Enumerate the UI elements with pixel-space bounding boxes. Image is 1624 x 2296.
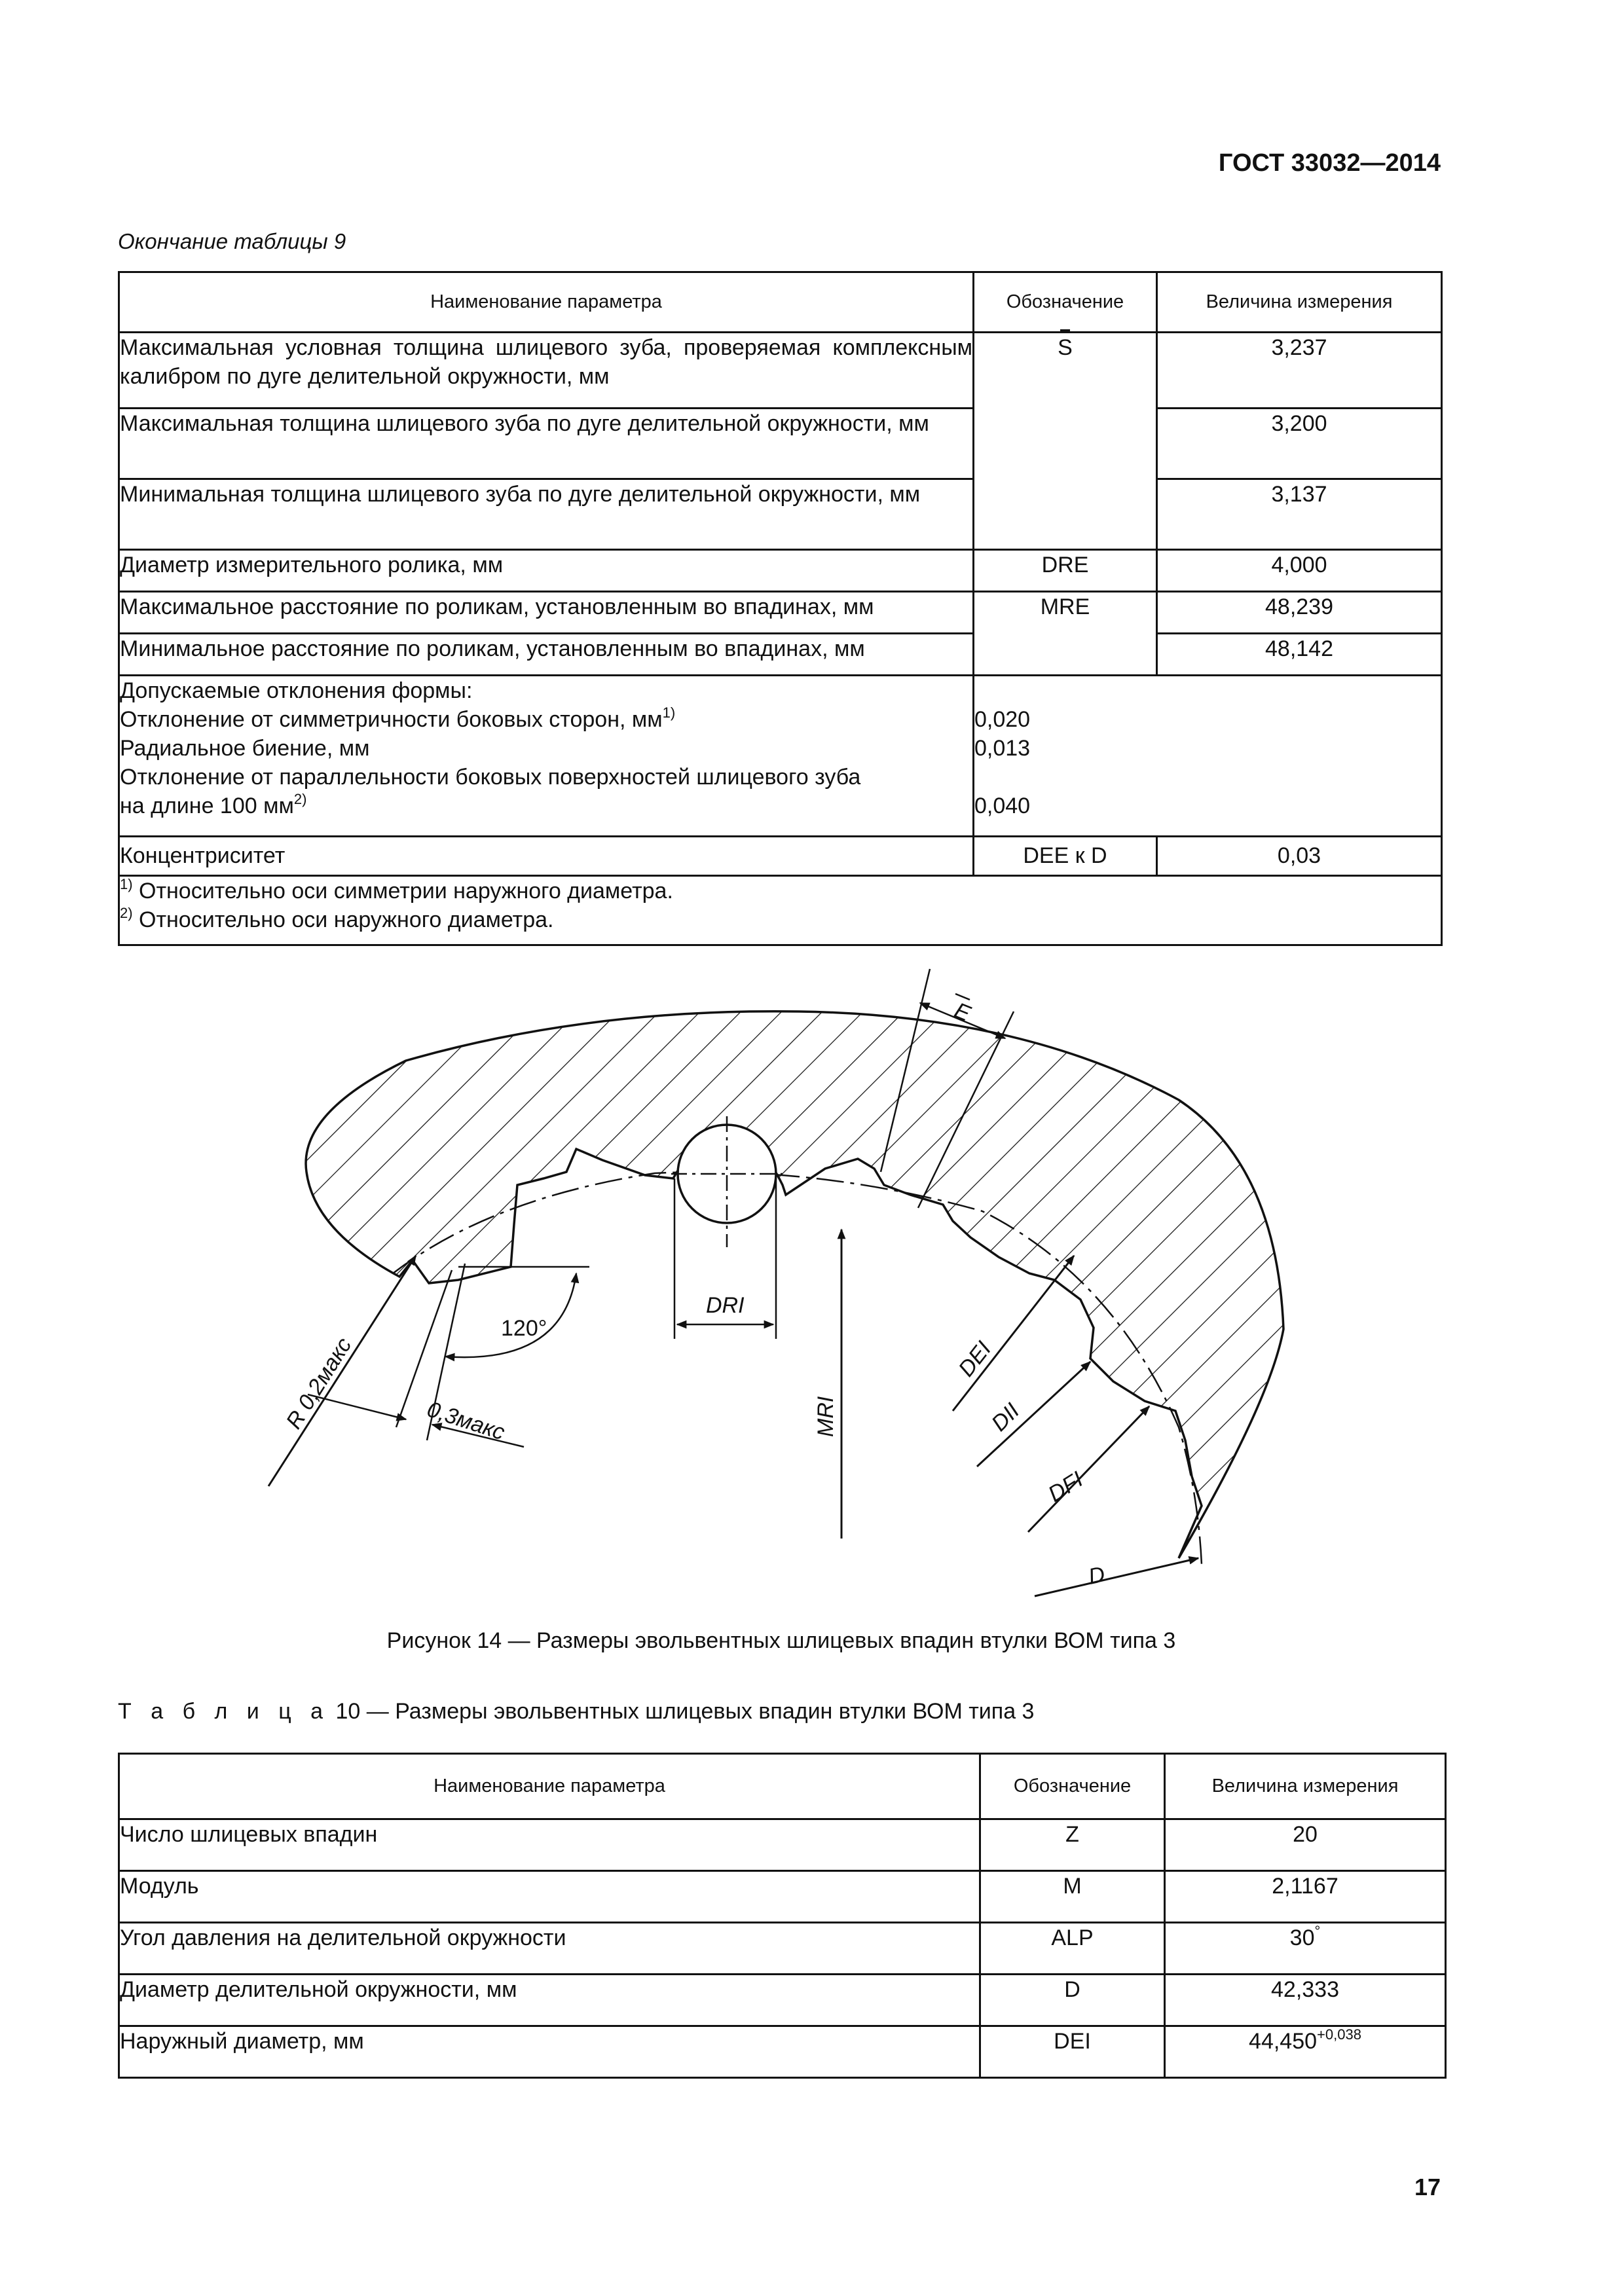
table-row <box>119 2026 1446 2078</box>
table-word-label: Т а б л и ц а <box>118 1699 330 1724</box>
table-header-row <box>119 1754 1446 1819</box>
e-label: E <box>951 998 974 1027</box>
designation-cell: ALP <box>980 1923 1165 1975</box>
table-row <box>119 837 1442 876</box>
parameter-cell: Наружный диаметр, мм <box>119 2026 980 2078</box>
table-row <box>119 479 1442 550</box>
parameter-cell: Минимальное расстояние по роликам, установленным во впадинах, мм <box>119 634 974 676</box>
designation-cell: MRE <box>974 592 1157 676</box>
table-row <box>119 676 1442 837</box>
value-cell: 3,137 <box>1157 479 1442 550</box>
table-row <box>119 592 1442 634</box>
radial-runout-label: Радиальное биение, мм <box>120 736 370 761</box>
value-cell: 0,03 <box>1157 837 1442 876</box>
column-header-designation: Обозначение <box>980 1754 1165 1819</box>
table-row <box>119 409 1442 479</box>
table-row <box>119 1923 1446 1975</box>
table-9 <box>118 271 1443 946</box>
parameter-cell: Число шлицевых впадин <box>119 1819 980 1871</box>
table-10 <box>118 1753 1447 2079</box>
value-cell: 30° <box>1165 1923 1446 1975</box>
deviation-values-cell <box>974 676 1442 837</box>
chamfer-label: 0,3макс <box>424 1396 508 1446</box>
tolerance-upper: +0,038 <box>1317 2026 1361 2043</box>
column-header-designation: Обозначение <box>974 272 1157 333</box>
designation-cell: DEE к D <box>974 837 1157 876</box>
radius-leader-arrow <box>268 1256 416 1486</box>
designation-cell: M <box>980 1871 1165 1923</box>
table-row <box>119 1871 1446 1923</box>
symmetry-deviation-label: Отклонение от симметричности боковых сторон, $мм^{1)}$ <box>120 704 676 732</box>
radius-label: R 0,2макс <box>281 1333 357 1434</box>
value-parallelism: 0,040 <box>974 793 1031 818</box>
footnote-2: $^{2)}$ Относительно оси наружного диаметра. <box>120 905 554 932</box>
dii-label: DII <box>986 1398 1025 1436</box>
column-header-value: Величина измерения <box>1165 1754 1446 1819</box>
chamfer-arrow-left <box>308 1394 406 1419</box>
value-cell: 4,000 <box>1157 550 1442 592</box>
value-cell: 42,333 <box>1165 1975 1446 2026</box>
figure-14-caption: Рисунок 14 — Размеры эвольвентных шлицевых впадин втулки ВОМ типа 3 <box>386 1628 1176 1653</box>
designation-s-overline: S <box>1058 333 1073 362</box>
designation-cell: Z <box>980 1819 1165 1871</box>
d-arrow <box>1035 1558 1198 1596</box>
parallelism-length-label: на длине 100 $мм^{2)}$ <box>120 791 307 818</box>
page-number: 17 <box>1414 2174 1441 2200</box>
value-cell: 3,237 <box>1157 333 1442 409</box>
dei-arrow <box>953 1256 1074 1411</box>
parameter-cell: Максимальное расстояние по роликам, установленным во впадинах, мм <box>119 592 974 634</box>
value-cell: 3,200 <box>1157 409 1442 479</box>
footnote-ref-1: 1) <box>662 704 676 721</box>
table-row <box>119 1975 1446 2026</box>
designation-cell: DEI <box>980 2026 1165 2078</box>
footnotes-row <box>119 876 1442 945</box>
angle-label: 120° <box>501 1316 547 1341</box>
parameter-cell: Диаметр делительной окружности, мм <box>119 1975 980 2026</box>
dfi-arrow <box>1028 1406 1149 1532</box>
value-cell: $44,450^{+0,038}$ <box>1165 2026 1446 2078</box>
d-label: D <box>1086 1561 1107 1590</box>
value-cell: 48,142 <box>1157 634 1442 676</box>
table-row <box>119 333 1442 409</box>
designation-cell <box>974 333 1157 550</box>
table-row <box>119 550 1442 592</box>
table-row <box>119 1819 1446 1871</box>
table-header-row <box>119 272 1442 333</box>
designation-cell: D <box>980 1975 1165 2026</box>
table-10-title: Т а б л и ц а 10 — Размеры эвольвентных шлицевых впадин втулки ВОМ типа 3 <box>118 1699 1035 1724</box>
dfi-label: DFI <box>1044 1467 1088 1507</box>
value-symmetry: 0,020 <box>974 707 1031 732</box>
degree-sign: ° <box>1314 1923 1321 1939</box>
dei-label: DEI <box>953 1336 997 1381</box>
form-deviation-heading: Допускаемые отклонения формы: <box>120 678 473 703</box>
dri-label: DRI <box>706 1293 745 1318</box>
value-radial-runout: 0,013 <box>974 736 1031 761</box>
parameter-cell: Концентриситет <box>119 837 974 876</box>
value-cell: 48,239 <box>1157 592 1442 634</box>
parameter-cell <box>119 676 974 837</box>
parameter-cell: Минимальная толщина шлицевого зуба по дуге делительной окружности, мм <box>119 479 974 550</box>
designation-cell: DRE <box>974 550 1157 592</box>
hub-section <box>306 1011 1283 1558</box>
value-cell: 20 <box>1165 1819 1446 1871</box>
value-cell: 2,1167 <box>1165 1871 1446 1923</box>
column-header-parameter: Наименование параметра <box>119 272 974 333</box>
parameter-cell: Диаметр измерительного ролика, мм <box>119 550 974 592</box>
parameter-cell: Максимальная условная толщина шлицевого зуба, проверяемая комплексным калибром по дуге делительной окружности, мм <box>119 333 974 409</box>
footnotes-cell <box>119 876 1442 945</box>
parallelism-deviation-label: Отклонение от параллельности боковых поверхностей шлицевого зуба <box>120 765 861 790</box>
column-header-parameter: Наименование параметра <box>119 1754 980 1819</box>
column-header-value: Величина измерения <box>1157 272 1442 333</box>
parameter-cell: Модуль <box>119 1871 980 1923</box>
mri-label: MRI <box>813 1396 838 1437</box>
figure-14-drawing <box>0 956 1624 1624</box>
standard-number: ГОСТ 33032—2014 <box>1218 149 1441 177</box>
parameter-cell: Угол давления на делительной окружности <box>119 1923 980 1975</box>
parameter-cell: Максимальная толщина шлицевого зуба по дуге делительной окружности, мм <box>119 409 974 479</box>
table-continuation-label: Окончание таблицы 9 <box>118 229 346 253</box>
footnote-1: $^{1)}$ Относительно оси симметрии наружного диаметра. <box>120 876 673 903</box>
table-row <box>119 634 1442 676</box>
footnote-ref-2: 2) <box>293 791 307 807</box>
